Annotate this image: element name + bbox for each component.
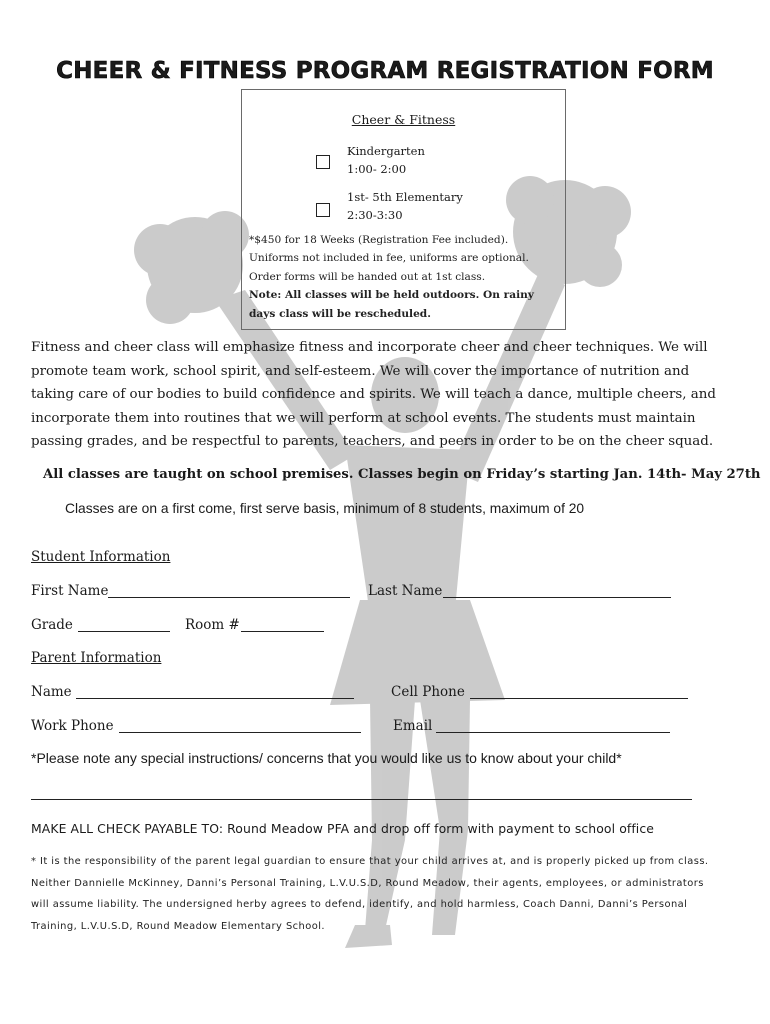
description-line: promote team work, school spirit, and self-esteem. We will cover the importance of nutrition and	[31, 363, 690, 379]
payable-note: MAKE ALL CHECK PAYABLE TO: Round Meadow PFA and drop off form with payment to school office	[31, 821, 654, 836]
grade-field[interactable]	[78, 631, 170, 632]
disclaimer-line: Training, L.V.U.S.D, Round Meadow Elementary School.	[31, 920, 326, 932]
note-line: Order forms will be handed out at 1st class.	[249, 270, 486, 283]
option-time: 1:00- 2:00	[347, 162, 407, 176]
class-fee-note	[249, 231, 559, 323]
option-label: Kindergarten	[347, 144, 425, 158]
grade-label: Grade	[31, 617, 73, 633]
cell-phone-field[interactable]	[470, 698, 688, 699]
email-field[interactable]	[436, 732, 670, 733]
description-line: incorporate them into routines that we will perform at school events. The students must maintain	[31, 410, 696, 426]
disclaimer-line: will assume liability. The undersigned herby agrees to defend, identify, and hold harmless, Coach Danni, Danni’s Personal	[31, 899, 688, 910]
option-label: 1st- 5th Elementary	[347, 190, 463, 204]
parent-info-heading: Parent Information	[31, 650, 162, 666]
last-name-label: Last Name	[368, 583, 443, 599]
schedule-note: All classes are taught on school premises. Classes begin on Friday’s starting Jan. 14th- May 27th	[43, 467, 761, 482]
student-info-heading: Student Information	[31, 549, 171, 565]
special-instructions-field[interactable]	[31, 799, 692, 800]
work-phone-field[interactable]	[119, 732, 361, 733]
work-phone-label: Work Phone	[31, 718, 114, 734]
note-line: *$450 for 18 Weeks (Registration Fee included).	[249, 234, 509, 246]
last-name-field[interactable]	[443, 597, 671, 598]
note-line-bold: Note: All classes will be held outdoors. On rainy	[249, 289, 534, 302]
parent-name-field[interactable]	[76, 698, 354, 699]
form-title: CHEER & FITNESS PROGRAM REGISTRATION FORM	[56, 58, 714, 84]
enrollment-note: Classes are on a first come, first serve basis, minimum of 8 students, maximum of 20	[65, 501, 585, 516]
room-field[interactable]	[241, 631, 324, 632]
liability-disclaimer	[31, 851, 731, 937]
note-line-bold: days class will be rescheduled.	[249, 307, 431, 320]
first-name-label: First Name	[31, 583, 109, 599]
description-line: taking care of our bodies to build confidence and spirits. We will teach a dance, multiple cheers, and	[31, 387, 716, 403]
special-instructions-label: *Please note any special instructions/ concerns that you would like us to know about your child*	[31, 750, 622, 766]
description-line: Fitness and cheer class will emphasize fitness and incorporate cheer and cheer techniques. We will	[31, 340, 708, 355]
cell-phone-label: Cell Phone	[391, 684, 465, 700]
description-line: passing grades, and be respectful to parents, teachers, and peers in order to be on the cheer squad.	[31, 434, 714, 450]
elementary-option	[347, 188, 463, 224]
note-line: Uniforms not included in fee, uniforms are optional.	[249, 252, 529, 265]
email-label: Email	[393, 718, 433, 734]
kindergarten-checkbox[interactable]	[316, 155, 330, 169]
class-options-box	[241, 89, 566, 330]
class-box-heading: Cheer & Fitness	[351, 112, 456, 127]
disclaimer-line: Neither Dannielle McKinney, Danni’s Personal Training, L.V.U.S.D, Round Meadow, their agents, employees, or administrators	[31, 877, 704, 889]
program-description	[31, 336, 743, 454]
kindergarten-option	[347, 142, 425, 178]
room-label: Room #	[185, 617, 240, 633]
first-name-field[interactable]	[108, 597, 350, 598]
disclaimer-line: * It is the responsibility of the parent legal guardian to ensure that your child arrives at, and is properly picked up from class.	[31, 856, 709, 867]
parent-name-label: Name	[31, 684, 72, 700]
option-time: 2:30-3:30	[347, 208, 403, 222]
elementary-checkbox[interactable]	[316, 203, 330, 217]
